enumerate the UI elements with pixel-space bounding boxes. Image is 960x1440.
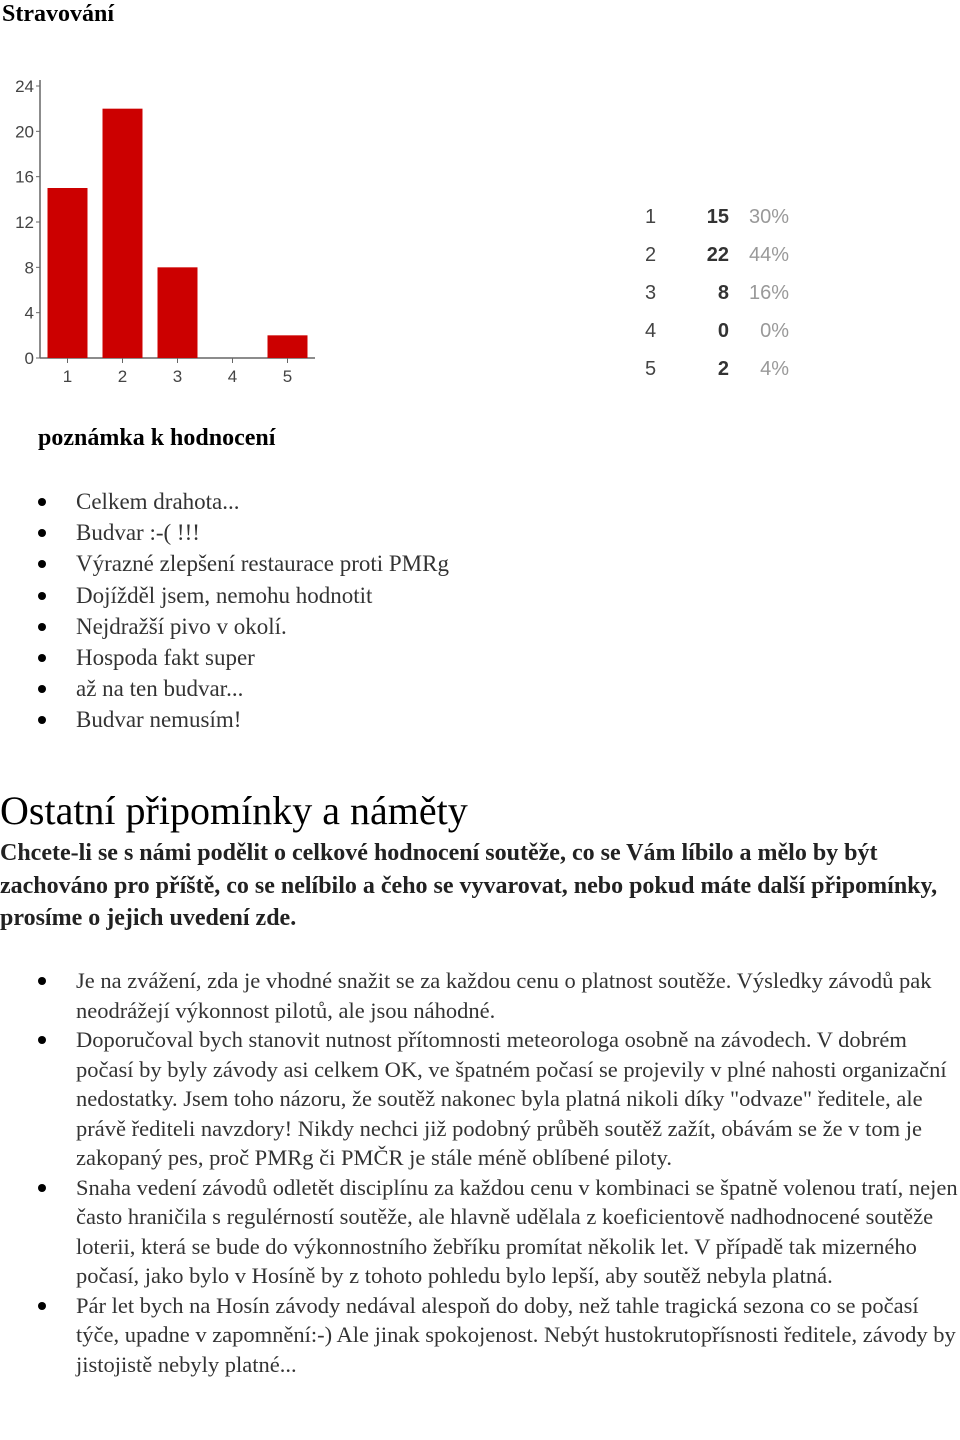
rating-label: 2 [645,243,657,266]
rating-row [630,236,789,274]
list-item: Pár let bych na Hosín závody nedával alespoň do doby, než tahle tragická sezona co se počasí týče, upadne v zapomnění:-) Ale jinak spokojenost. Nebýt hustokrutopřísnosti ředitele, závody by jistojistě nebyly platné... [38,1291,960,1380]
y-tick-label: 16 [15,167,34,187]
list-item: Výrazné zlepšení restaurace proti PMRg [38,548,449,579]
bar-5 [268,335,308,358]
bar-1 [48,188,88,358]
page-title: Stravování [2,1,115,27]
x-tick-label: 3 [172,367,183,386]
list-item: Je na zvážení, zda je vhodné snažit se za každou cenu o platnost soutěže. Výsledky závodů pak neodrážejí výkonnost pilotů, ale jsou náhodné. [38,966,960,1025]
intro-paragraph: Chcete-li se s námi podělit o celkové hodnocení soutěže, co se Vám líbilo a mělo by být zachováno pro příště, co se nelíbilo a čeho se vyvarovat, nebo pokud máte další připomínky, prosíme o jejich uvedení zde. [0,840,938,931]
list-item: Snaha vedení závodů odletět disciplínu za každou cenu v kombinaci se špatně volenou tratí, nejen často hraničila s regulérností soutěže, ale hlavně udělala z koeficientově nadhodnocené soutěže loterii, která se bude do výkonnostního žebříku promítat několik let. V případě tak mizerného počasí, jako bylo v Hosíně by z tohoto pohledu bylo lepší, aby soutěž nebyla platná. [38,1173,960,1291]
rating-label: 3 [645,281,657,304]
x-tick-label: 5 [282,367,293,386]
x-tick-label: 4 [227,367,238,386]
list-item: Nejdražší pivo v okolí. [38,611,449,642]
rating-count: 8 [717,281,729,304]
list-item: Hospoda fakt super [38,642,449,673]
rating-count: 2 [717,357,729,380]
x-tick-label: 2 [117,367,128,386]
bar-2 [103,109,143,358]
rating-percent: 30% [748,205,789,228]
rating-percent: 44% [748,243,789,266]
rating-label: 1 [645,205,657,228]
list-item: Budvar :-( !!! [38,517,449,548]
section-heading: Ostatní připomínky a náměty [0,787,468,833]
bar-3 [158,267,198,358]
list-item: až na ten budvar... [38,673,449,704]
y-tick-label: 20 [15,122,34,142]
note-heading: poznámka k hodnocení [38,425,276,451]
rating-row [630,198,789,236]
rating-row [630,312,789,350]
rating-percent: 0% [760,319,789,342]
rating-label: 4 [645,319,657,342]
y-tick-label: 24 [15,77,34,96]
rating-percent: 4% [760,357,789,380]
rating-summary-table [630,198,789,388]
rating-row [630,274,789,312]
y-tick-label: 8 [24,258,34,278]
rating-row [630,350,789,388]
rating-label: 5 [645,357,657,380]
x-tick-label: 1 [62,367,73,386]
list-item: Budvar nemusím! [38,704,449,735]
rating-count: 0 [717,319,729,342]
rating-bar-chart [10,70,330,400]
list-item: Doporučoval bych stanovit nutnost přítomnosti meteorologa osobně na závodech. V dobrém počasí by byly závody asi celkem OK, ve špatném počasí se projevily v plné nahosti organizační nedostatky. Jsem toho názoru, že soutěž nakonec byla platná nikoli díky "odvaze" ředitele, ale právě řediteli navzdory! Nikdy nechci již podobný průběh soutěž zažít, obávám se že v tom je zakopaný pes, proč PMRg či PMČR je stále méně oblíbené piloty. [38,1025,960,1173]
list-item: Dojížděl jsem, nemohu hodnotit [38,580,449,611]
y-tick-label: 0 [24,349,34,368]
y-tick-label: 4 [24,303,34,323]
y-tick-label: 12 [15,213,34,232]
comment-list [38,966,960,1379]
rating-count: 22 [706,243,729,266]
note-list [38,486,449,736]
list-item: Celkem drahota... [38,486,449,517]
rating-percent: 16% [748,281,789,304]
rating-count: 15 [706,205,729,228]
